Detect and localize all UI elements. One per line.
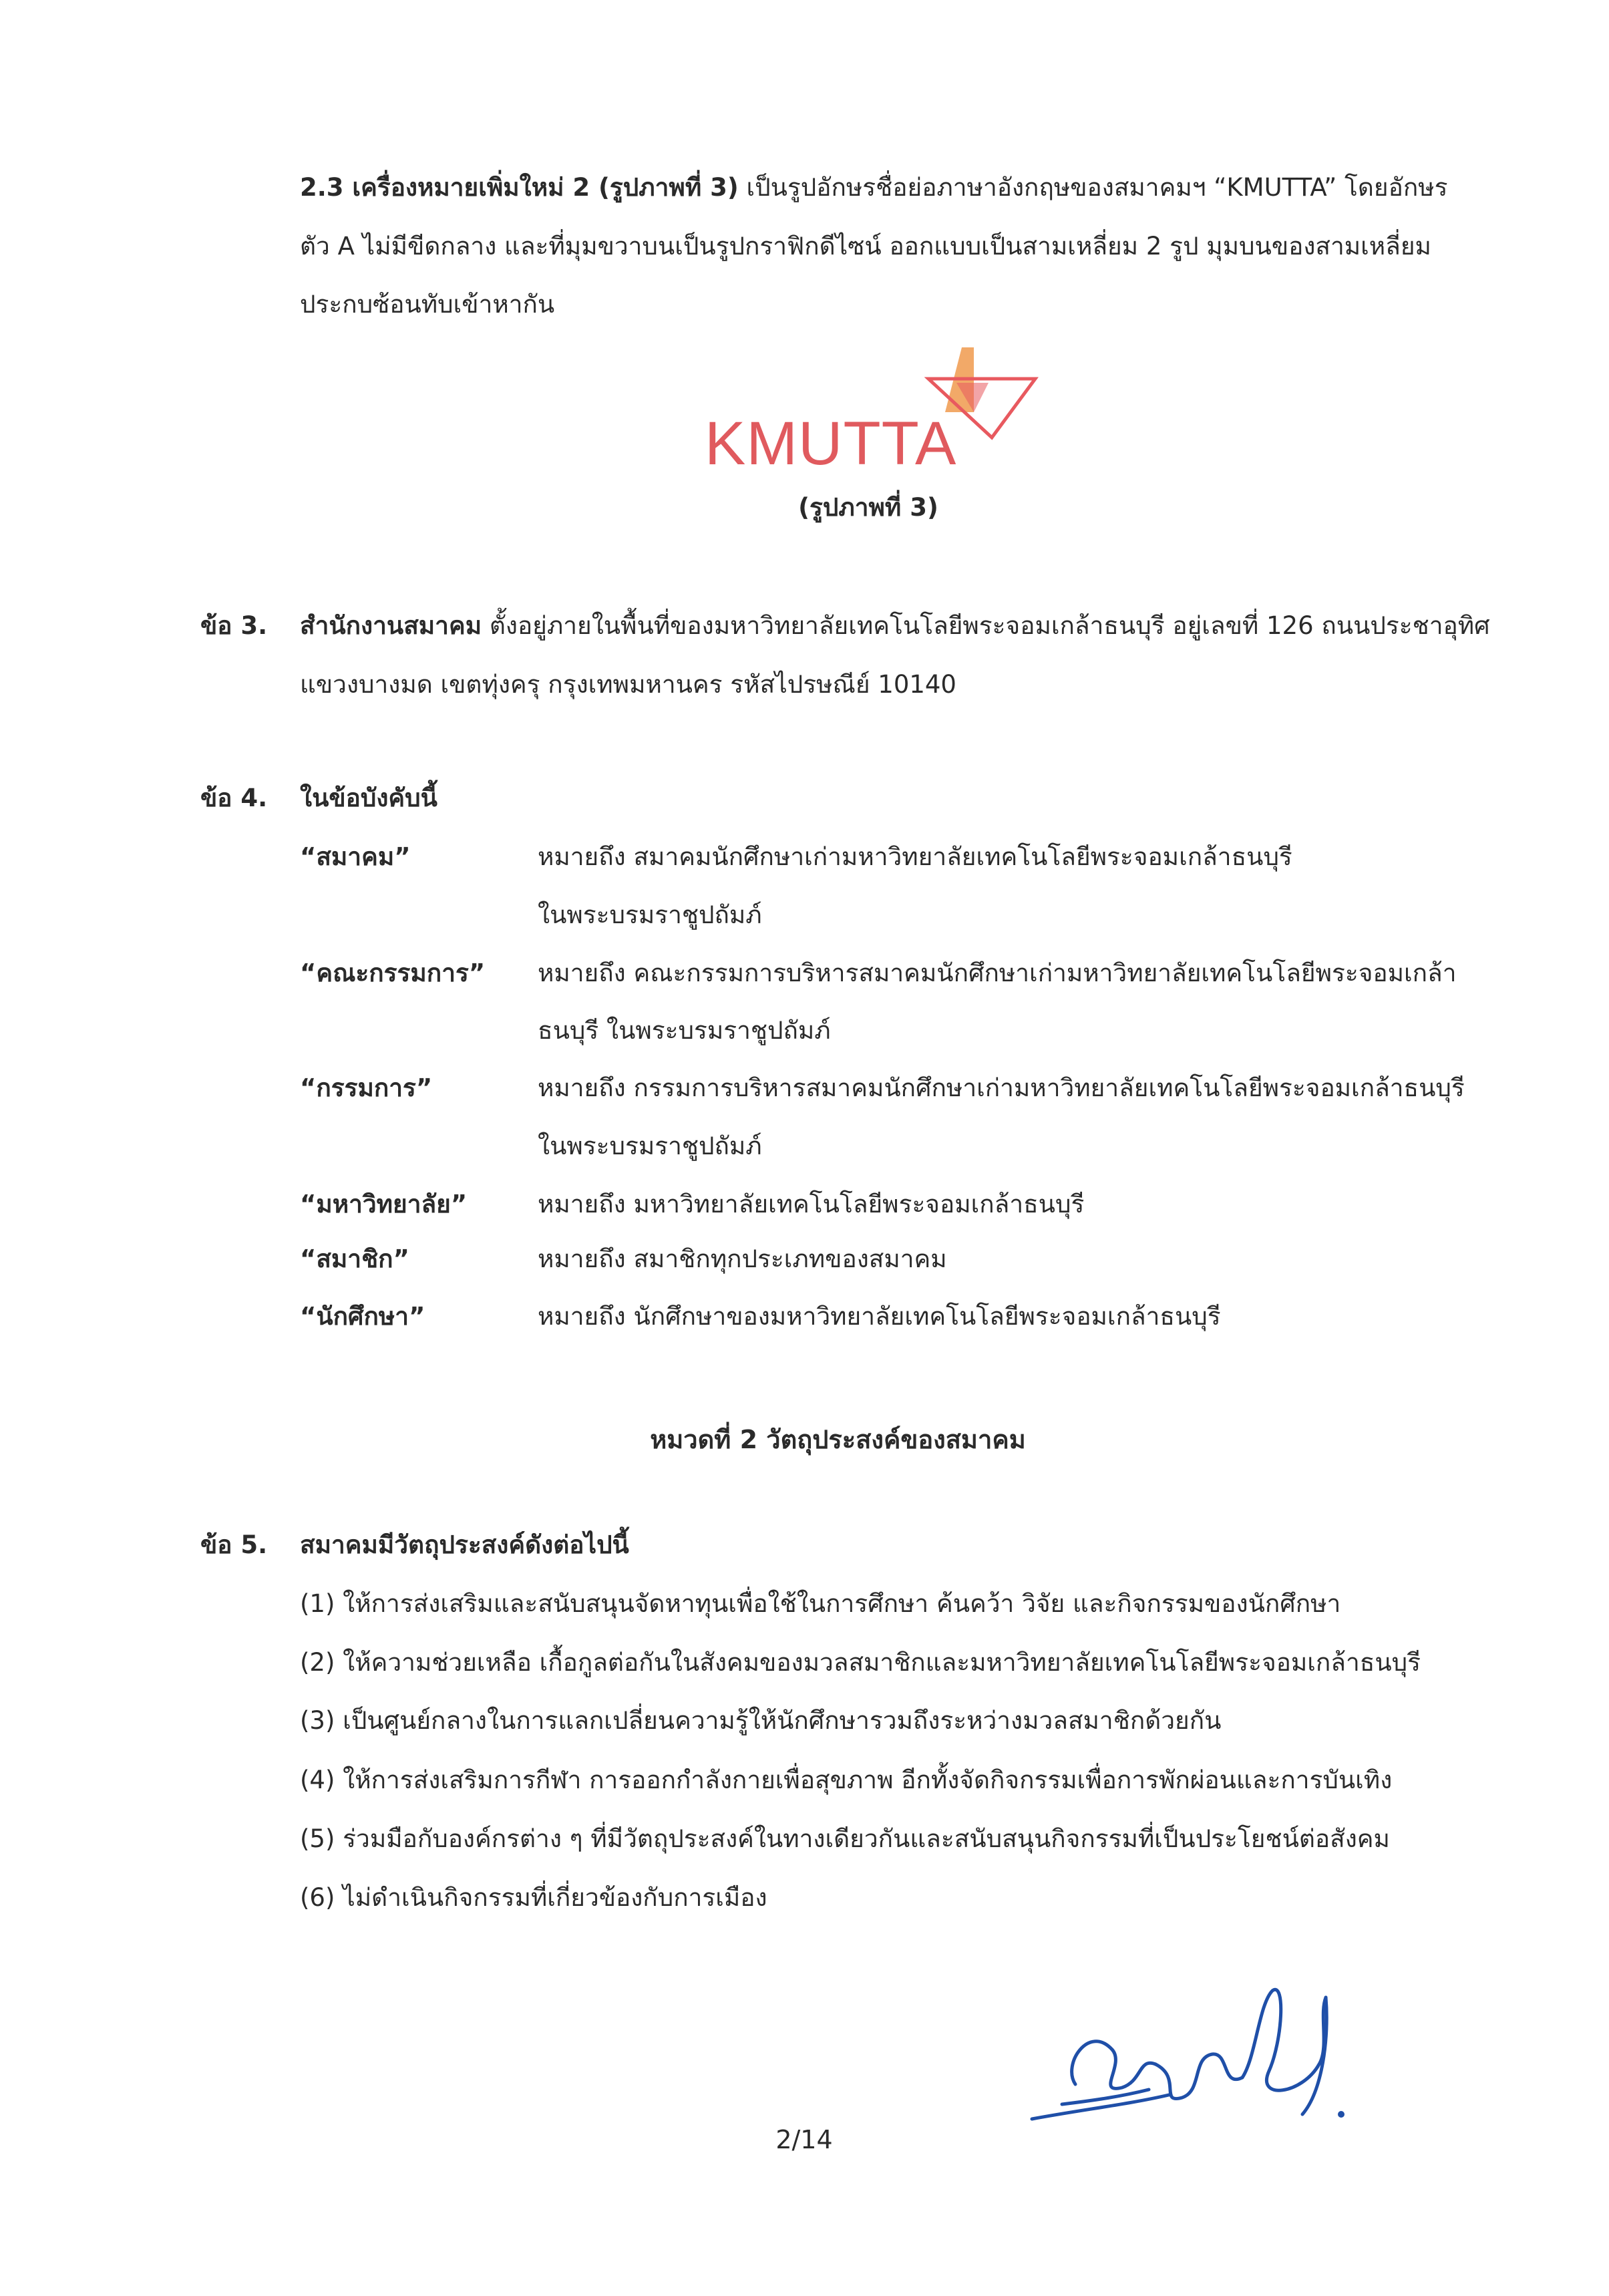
def-text-cont: ในพระบรมราชูปถัมภ์	[538, 900, 762, 929]
objective-item: (2) ให้ความช่วยเหลือ เกื้อกูลต่อกันในสังคมของมวลสมาชิกและมหาวิทยาลัยเทคโนโลยีพระจอมเกล้าธนบุรี	[300, 1648, 1421, 1677]
kmutta-logo	[695, 337, 1042, 478]
def-text-cont: ธนบุรี ในพระบรมราชูปถัมภ์	[538, 1016, 831, 1045]
def-text: หมายถึง สมาคมนักศึกษาเก่ามหาวิทยาลัยเทคโนโลยีพระจอมเกล้าธนบุรี	[538, 842, 1292, 871]
c5-heading: สมาคมมีวัตถุประสงค์ดังต่อไปนี้	[300, 1530, 629, 1559]
c3-line1: สำนักงานสมาคม ตั้งอยู่ภายในพื้นที่ของมหาวิทยาลัยเทคโนโลยีพระจอมเกล้าธนบุรี อยู่เลขที่ 126 ถนนประชาอุทิศ	[300, 611, 1490, 640]
def-term: “นักศึกษา”	[300, 1302, 425, 1331]
def-text: หมายถึง คณะกรรมการบริหารสมาคมนักศึกษาเก่ามหาวิทยาลัยเทคโนโลยีพระจอมเกล้า	[538, 959, 1457, 987]
def-term: “สมาชิก”	[300, 1245, 409, 1273]
def-text: หมายถึง สมาชิกทุกประเภทของสมาคม	[538, 1245, 947, 1273]
def-term: “มหาวิทยาลัย”	[300, 1190, 468, 1218]
objective-item: (3) เป็นศูนย์กลางในการแลกเปลี่ยนความรู้ให้นักศึกษารวมถึงระหว่างมวลสมาชิกด้วยกัน	[300, 1706, 1222, 1735]
c5-number: ข้อ 5.	[200, 1530, 268, 1559]
objective-item: (1) ให้การส่งเสริมและสนับสนุนจัดหาทุนเพื่อใช้ในการศึกษา ค้นคว้า วิจัย และกิจกรรมของนักศึกษา	[300, 1589, 1341, 1618]
def-text: หมายถึง นักศึกษาของมหาวิทยาลัยเทคโนโลยีพระจอมเกล้าธนบุรี	[538, 1302, 1221, 1331]
s23-line1: 2.3 เครื่องหมายเพิ่มใหม่ 2 (รูปภาพที่ 3) เป็นรูปอักษรชื่อย่อภาษาอังกฤษของสมาคมฯ “KMUTTA” โดยอักษร	[300, 173, 1448, 202]
logo-caption: (รูปภาพที่ 3)	[798, 493, 938, 522]
logo-wordmark: KMUTTA	[705, 409, 957, 478]
objective-item: (4) ให้การส่งเสริมการกีฬา การออกกำลังกายเพื่อสุขภาพ อีกทั้งจัดกิจกรรมเพื่อการพักผ่อนและการบันเทิง	[300, 1766, 1393, 1794]
c4-heading: ในข้อบังคับนี้	[300, 784, 437, 812]
s23-line3: ประกบซ้อนทับเข้าหากัน	[300, 290, 555, 319]
signature-ink	[1022, 1977, 1369, 2138]
c4-number: ข้อ 4.	[200, 784, 268, 812]
kmutta-logo-graphic	[695, 337, 1042, 478]
def-text: หมายถึง มหาวิทยาลัยเทคโนโลยีพระจอมเกล้าธนบุรี	[538, 1190, 1085, 1218]
page-number: 2/14	[775, 2125, 833, 2154]
def-text-cont: ในพระบรมราชูปถัมภ์	[538, 1132, 762, 1160]
objective-item: (6) ไม่ดำเนินกิจกรรมที่เกี่ยวข้องกับการเมือง	[300, 1883, 767, 1912]
def-term: “กรรมการ”	[300, 1074, 433, 1102]
def-term: “คณะกรรมการ”	[300, 959, 486, 987]
def-term: “สมาคม”	[300, 842, 411, 871]
s23-line2: ตัว A ไม่มีขีดกลาง และที่มุมขวาบนเป็นรูปกราฟิกดีไซน์ ออกแบบเป็นสามเหลี่ยม 2 รูป มุมบนของสามเหลี่ยม	[300, 232, 1431, 261]
section-2-title: หมวดที่ 2 วัตถุประสงค์ของสมาคม	[650, 1425, 1026, 1454]
def-text: หมายถึง กรรมการบริหารสมาคมนักศึกษาเก่ามหาวิทยาลัยเทคโนโลยีพระจอมเกล้าธนบุรี	[538, 1074, 1465, 1102]
objective-item: (5) ร่วมมือกับองค์กรต่าง ๆ ที่มีวัตถุประสงค์ในทางเดียวกันและสนับสนุนกิจกรรมที่เป็นประโยชน์ต่อสังคม	[300, 1824, 1390, 1853]
c3-number: ข้อ 3.	[200, 611, 268, 640]
c3-line2: แขวงบางมด เขตทุ่งครุ กรุงเทพมหานคร รหัสไปรษณีย์ 10140	[300, 670, 956, 699]
signature	[1022, 1977, 1369, 2138]
